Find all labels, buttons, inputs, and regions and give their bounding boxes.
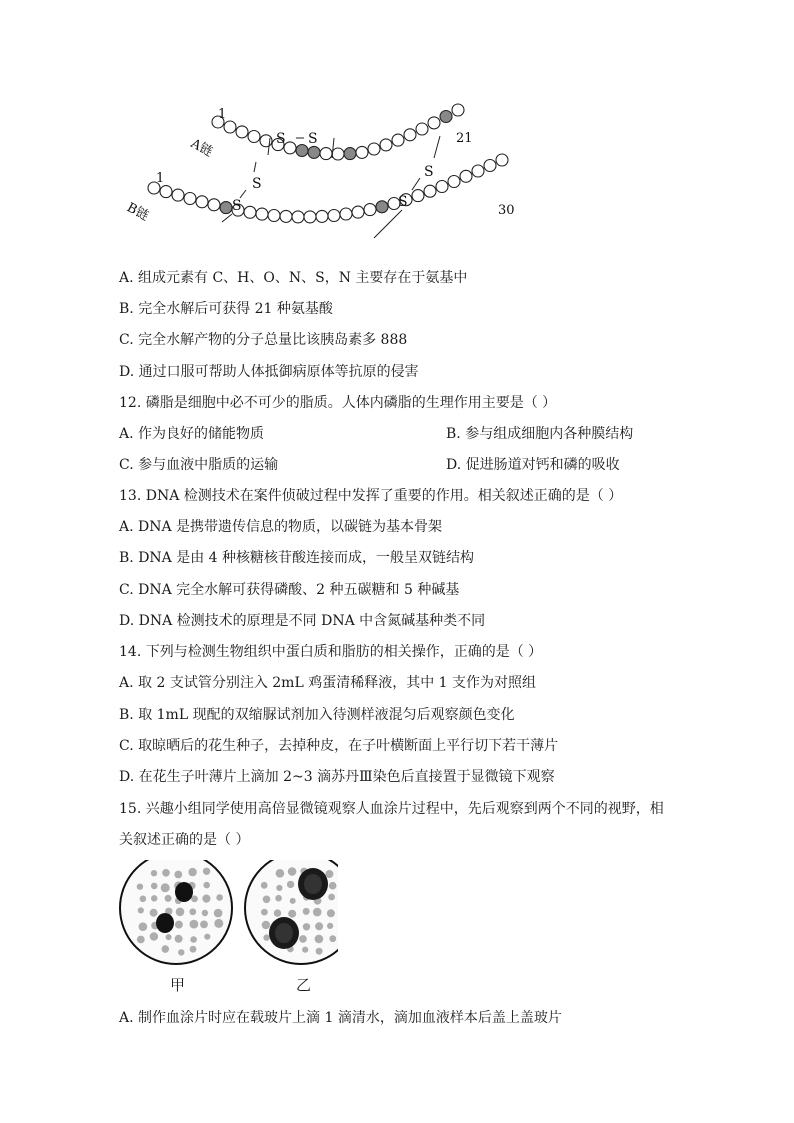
red-cell [288,867,297,876]
bond-line [412,178,420,190]
amino-acid-bead [364,204,376,216]
chain-b-end-number: 30 [498,203,515,218]
red-cell [175,935,183,943]
red-cell [151,870,157,876]
sulfur-label: S [276,131,286,147]
red-cell [328,894,335,901]
q14-option-c: C. 取晾晒后的花生种子，去掉种皮，在子叶横断面上平行切下若干薄片 [119,738,559,754]
red-cell [162,869,170,877]
amino-acid-bead [440,111,452,123]
red-cell [315,935,324,944]
label-jia: 甲 [170,976,186,994]
red-cell [327,923,333,929]
white-cell [156,913,174,933]
insulin-structure-figure [118,100,528,250]
red-cell [138,907,144,913]
amino-acid-bead [292,211,304,223]
amino-acid-bead [448,176,460,188]
red-cell [303,908,310,915]
amino-acid-bead [304,211,316,223]
label-yi: 乙 [296,976,312,994]
red-cell [150,909,158,917]
q15-stem-line2: 关叙述正确的是（ ） [119,832,250,848]
white-cell-nucleus [304,874,322,894]
q12-option-a: A. 作为良好的储能物质 [119,426,265,442]
q13-option-b: B. DNA 是由 4 种核糖核苷酸连接而成，一般呈双链结构 [119,550,475,566]
q15-stem-line1: 15. 兴趣小组同学使用高倍显微镜观察人血涂片过程中，先后观察到两个不同的视野，相 [119,801,664,817]
red-cell [263,934,269,940]
field-yi [245,860,338,964]
amino-acid-bead [428,117,440,129]
red-cell [191,896,198,903]
amino-acid-bead [412,190,424,202]
red-cell [329,882,337,890]
red-cell [329,935,336,942]
red-cell [174,871,182,879]
red-cell [288,910,296,918]
red-cell [165,895,172,902]
red-cell [202,895,210,903]
amino-acid-bead [472,165,484,177]
sulfur-label: S [252,176,262,192]
amino-acid-bead [424,185,436,197]
q13-stem: 13. DNA 检测技术在案件侦破过程中发挥了重要的作用。相关叙述正确的是（ ） [119,488,623,504]
amino-acid-bead [316,210,328,222]
amino-acid-bead [404,129,416,141]
red-cell [203,882,210,889]
amino-acid-bead [460,170,472,182]
bond-line [240,190,246,198]
red-cell [150,932,158,940]
chain-a [212,104,464,160]
red-cell [137,936,145,944]
amino-acid-bead [280,210,292,222]
red-cell [261,882,268,889]
red-cell [313,908,322,917]
red-cell [166,934,172,940]
q14-option-d: D. 在花生子叶薄片上滴加 2~3 滴苏丹Ⅲ染色后直接置于显微镜下观察 [119,769,555,785]
red-cell [262,921,270,929]
amino-acid-bead [224,121,236,133]
amino-acid-bead [256,208,268,220]
sulfur-label: S [232,198,242,214]
red-cell [303,923,310,930]
amino-acid-bead [484,160,496,172]
red-cell [189,908,196,915]
amino-acid-bead [416,123,428,135]
q12-stem: 12. 磷脂是细胞中必不可少的脂质。人体内磷脂的生理作用主要是（ ） [119,395,557,411]
q12-option-d: D. 促进肠道对钙和磷的吸收 [446,457,620,473]
red-cell [161,883,170,892]
sulfur-label: S [424,164,434,180]
amino-acid-bead [392,134,404,146]
red-cell [188,868,196,876]
q11-option-d: D. 通过口服可帮助人体抵御病原体等抗原的侵害 [119,364,419,380]
red-cell [214,919,223,928]
red-cell [274,909,281,916]
q12-option-c: C. 参与血液中脂质的运输 [119,457,279,473]
red-cell [216,894,223,901]
red-cell [151,895,157,901]
amino-acid-bead [172,189,184,201]
q14-stem: 14. 下列与检测生物组织中蛋白质和脂肪的相关操作，正确的是（ ） [119,644,543,660]
amino-acid-bead [244,206,256,218]
amino-acid-bead [196,196,208,208]
bond-line [222,214,232,222]
red-cell [299,935,307,943]
red-cell [200,921,208,929]
red-cell [325,870,333,878]
red-cell [276,869,285,878]
red-cell [202,910,208,916]
red-cell [162,945,170,953]
amino-acid-bead [436,181,448,193]
q13-option-d: D. DNA 检测技术的原理是不同 DNA 中含氮碱基种类不同 [119,613,486,629]
red-cell [176,908,185,917]
red-cell [175,921,183,929]
amino-acid-bead [160,186,172,198]
q15-option-a: A. 制作血涂片时应在载玻片上滴 1 滴清水，滴加血液样本后盖上盖玻片 [119,1010,562,1026]
red-cell [327,909,335,917]
q11-option-b: B. 完全水解后可获得 21 种氨基酸 [119,301,333,317]
amino-acid-bead [356,146,368,158]
amino-acid-bead [308,146,320,158]
red-cell [290,898,296,904]
red-cell [190,946,197,953]
red-cell [151,883,158,890]
amino-acid-bead [260,135,272,147]
red-cell [214,909,223,918]
chain-a-start-number: 1 [218,107,227,122]
white-cell [175,882,193,902]
amino-acid-bead [184,193,196,205]
red-cell [302,947,308,953]
red-cell [275,895,282,902]
red-cell [190,920,199,929]
amino-acid-bead [208,199,220,211]
amino-acid-bead [296,145,308,157]
chain-a-end-number: 21 [456,131,473,146]
q14-option-b: B. 取 1mL 现配的双缩脲试剂加入待测样液混匀后观察颜色变化 [119,707,515,723]
amino-acid-bead [344,148,356,160]
red-cell [315,922,323,930]
red-cell [287,881,294,888]
red-cell [263,896,271,904]
amino-acid-bead [340,208,352,220]
red-cell [204,934,210,940]
chain-b-label: B链 [124,200,152,225]
red-cell [316,948,323,955]
bond-line [254,162,256,172]
sulfur-label: S [308,131,318,147]
chain-a-label: A链 [188,136,215,161]
amino-acid-bead [220,202,232,214]
q11-option-a: A. 组成元素有 C、H、O、N、S，N 主要存在于氨基中 [119,270,468,286]
amino-acid-bead [320,148,332,160]
red-cell [139,922,148,931]
amino-acid-bead [236,126,248,138]
q11-option-c: C. 完全水解产物的分子总量比该胰岛素多 888 [119,332,408,348]
bond-line [374,210,402,238]
amino-acid-bead [376,201,388,213]
red-cell [190,936,197,943]
amino-acid-bead [352,206,364,218]
amino-acid-bead [452,104,464,116]
amino-acid-bead [332,148,344,160]
amino-acid-bead [248,131,260,143]
red-cell [178,949,184,955]
q13-option-a: A. DNA 是携带遗传信息的物质，以碳链为基本骨架 [119,519,443,535]
red-cell [203,868,210,875]
field-jia [120,860,232,964]
red-cell [276,885,282,891]
amino-acid-bead [328,210,340,222]
amino-acid-bead [496,154,508,166]
bond-line [434,136,440,158]
amino-acid-bead [268,210,280,222]
sulfur-label: S [398,194,408,210]
amino-acid-bead [284,142,296,154]
amino-acid-bead [368,143,380,155]
white-cell-nucleus [275,923,293,943]
red-cell [137,884,143,890]
q12-option-b: B. 参与组成细胞内各种膜结构 [446,426,634,442]
chain-b [148,154,508,223]
q14-option-a: A. 取 2 支试管分别注入 2mL 鸡蛋清稀释液，其中 1 支作为对照组 [119,675,537,691]
amino-acid-bead [380,139,392,151]
chain-b-start-number: 1 [156,171,165,186]
red-cell [140,896,147,903]
q13-option-c: C. DNA 完全水解可获得磷酸、2 种五碳糖和 5 种碱基 [119,582,460,598]
red-cell [261,909,268,916]
